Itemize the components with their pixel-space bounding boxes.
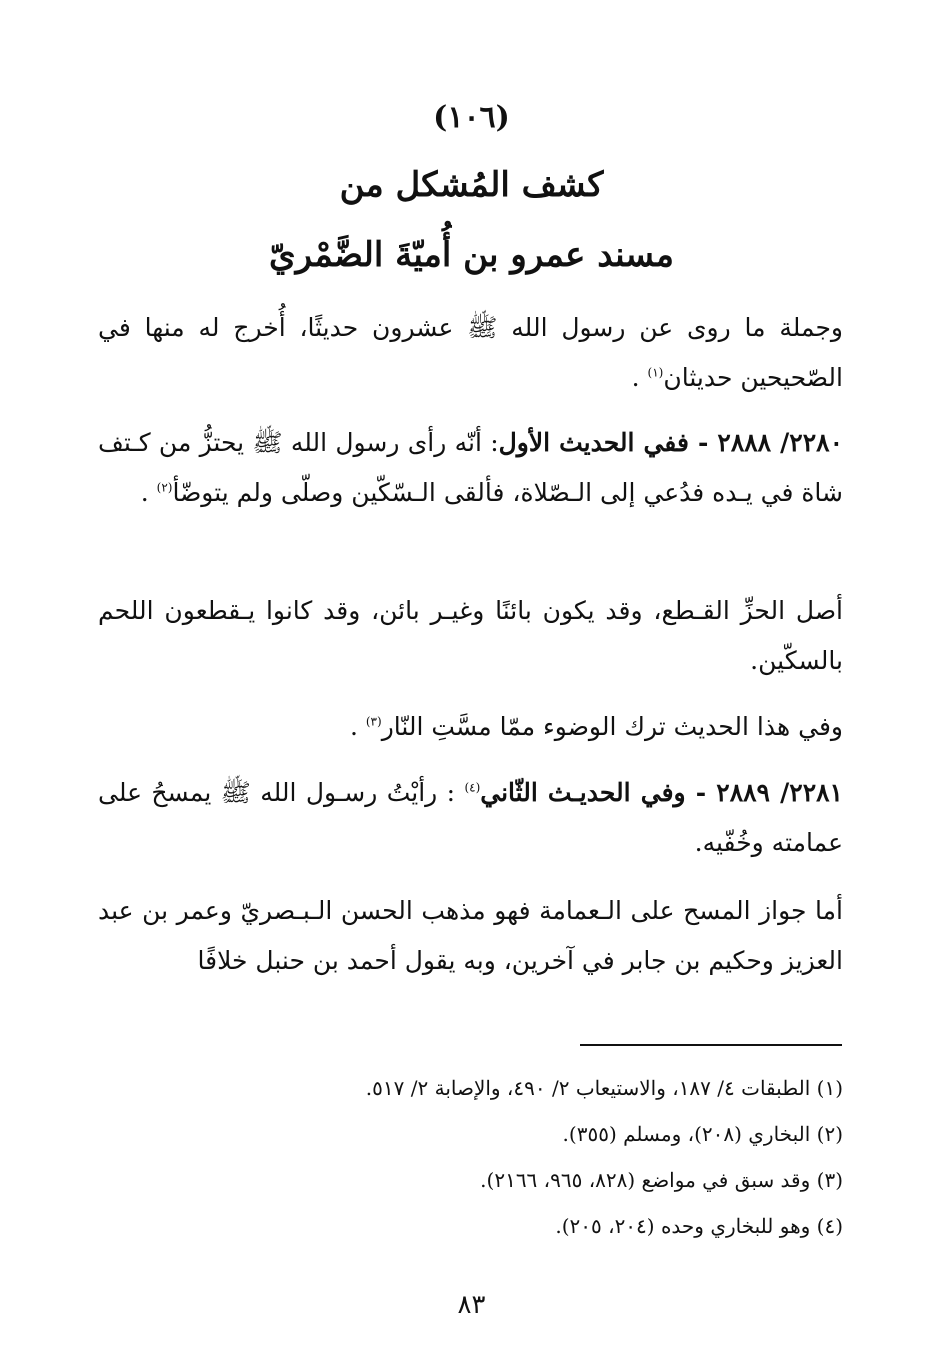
hadith-2-text: : رأيْتُ رسـول الله ﷺ يمسحُ على عمامته وخُفّيه. xyxy=(98,778,843,857)
footnote-4: (٤) وهو للبخاري وحده (٢٠٤، ٢٠٥). xyxy=(555,1214,843,1238)
footnote-ref-3: (٣) xyxy=(365,714,382,729)
intro-text: وجملة ما روى عن رسول الله ﷺ عشرون حديثًا، أُخرج له منها في الصّحيحين حديثان xyxy=(98,313,843,392)
section-title-line2: مسند عمرو بن أُميّةَ الضَّمْريّ xyxy=(269,235,674,275)
hadith-2-number: ٢٢٨١/ ٢٨٨٩ - xyxy=(685,778,843,807)
page-number: ٨٣ xyxy=(457,1290,486,1320)
footnote-3: (٣) وقد سبق في مواضع (٨٢٨، ٩٦٥، ٢١٦٦). xyxy=(480,1168,843,1192)
footnotes-list xyxy=(98,1065,843,1249)
section-number: (١٠٦) xyxy=(433,100,510,135)
footnote-divider xyxy=(580,1044,842,1046)
hadith-2-label: وفي الحديـث الثّاني xyxy=(480,778,686,807)
intro-paragraph xyxy=(98,303,843,403)
explanation-paragraph-2 xyxy=(98,702,843,752)
footnote-1: (١) الطبقات ٤/ ١٨٧، والاستيعاب ٢/ ٤٩٠، والإصابة ٢/ ٥١٧. xyxy=(365,1076,843,1100)
footnote-2: (٢) البخاري (٢٠٨)، ومسلم (٣٥٥). xyxy=(562,1122,843,1146)
explanation-paragraph-1: أصل الحزِّ القـطع، وقد يكون بائنًا وغيـر بائن، وقد كانوا يـقطعون اللحم بالسكّين. xyxy=(98,596,843,675)
footnote-ref-2: (٢) xyxy=(156,480,173,495)
footnote-ref-1: (١) xyxy=(647,365,664,380)
explanation-2-end: . xyxy=(349,712,366,741)
explanation-2-text: وفي هذا الحديث ترك الوضوء ممّا مسَّتِ النّار xyxy=(381,712,843,741)
explanation-paragraph-3: أما جواز المسح على الـعمامة فهو مذهب الحسن الـبـصريّ وعمر بن عبد العزيز وحكيم بن جابر في آخرين، وبه يقول أحمد بن حنبل خلافًا xyxy=(98,896,843,975)
hadith-1-text: : أنّه رأى رسول الله ﷺ يحتزُّ من كـتف شاة في يـده فدُعي إلى الـصّلاة، فألقى الـسّكّين وصلّى ولم يتوضّأ xyxy=(98,428,843,507)
hadith-1-number: ٢٢٨٠/ ٢٨٨٨ - xyxy=(688,428,843,457)
footnote-ref-4: (٤) xyxy=(464,780,481,795)
hadith-1-end: . xyxy=(140,478,157,507)
hadith-2-paragraph xyxy=(98,768,843,868)
section-title-line1: كشف المُشكل من xyxy=(339,165,604,205)
intro-end: . xyxy=(631,363,648,392)
hadith-1-paragraph xyxy=(98,418,843,518)
hadith-1-label: ففي الحديث الأول xyxy=(498,428,689,457)
